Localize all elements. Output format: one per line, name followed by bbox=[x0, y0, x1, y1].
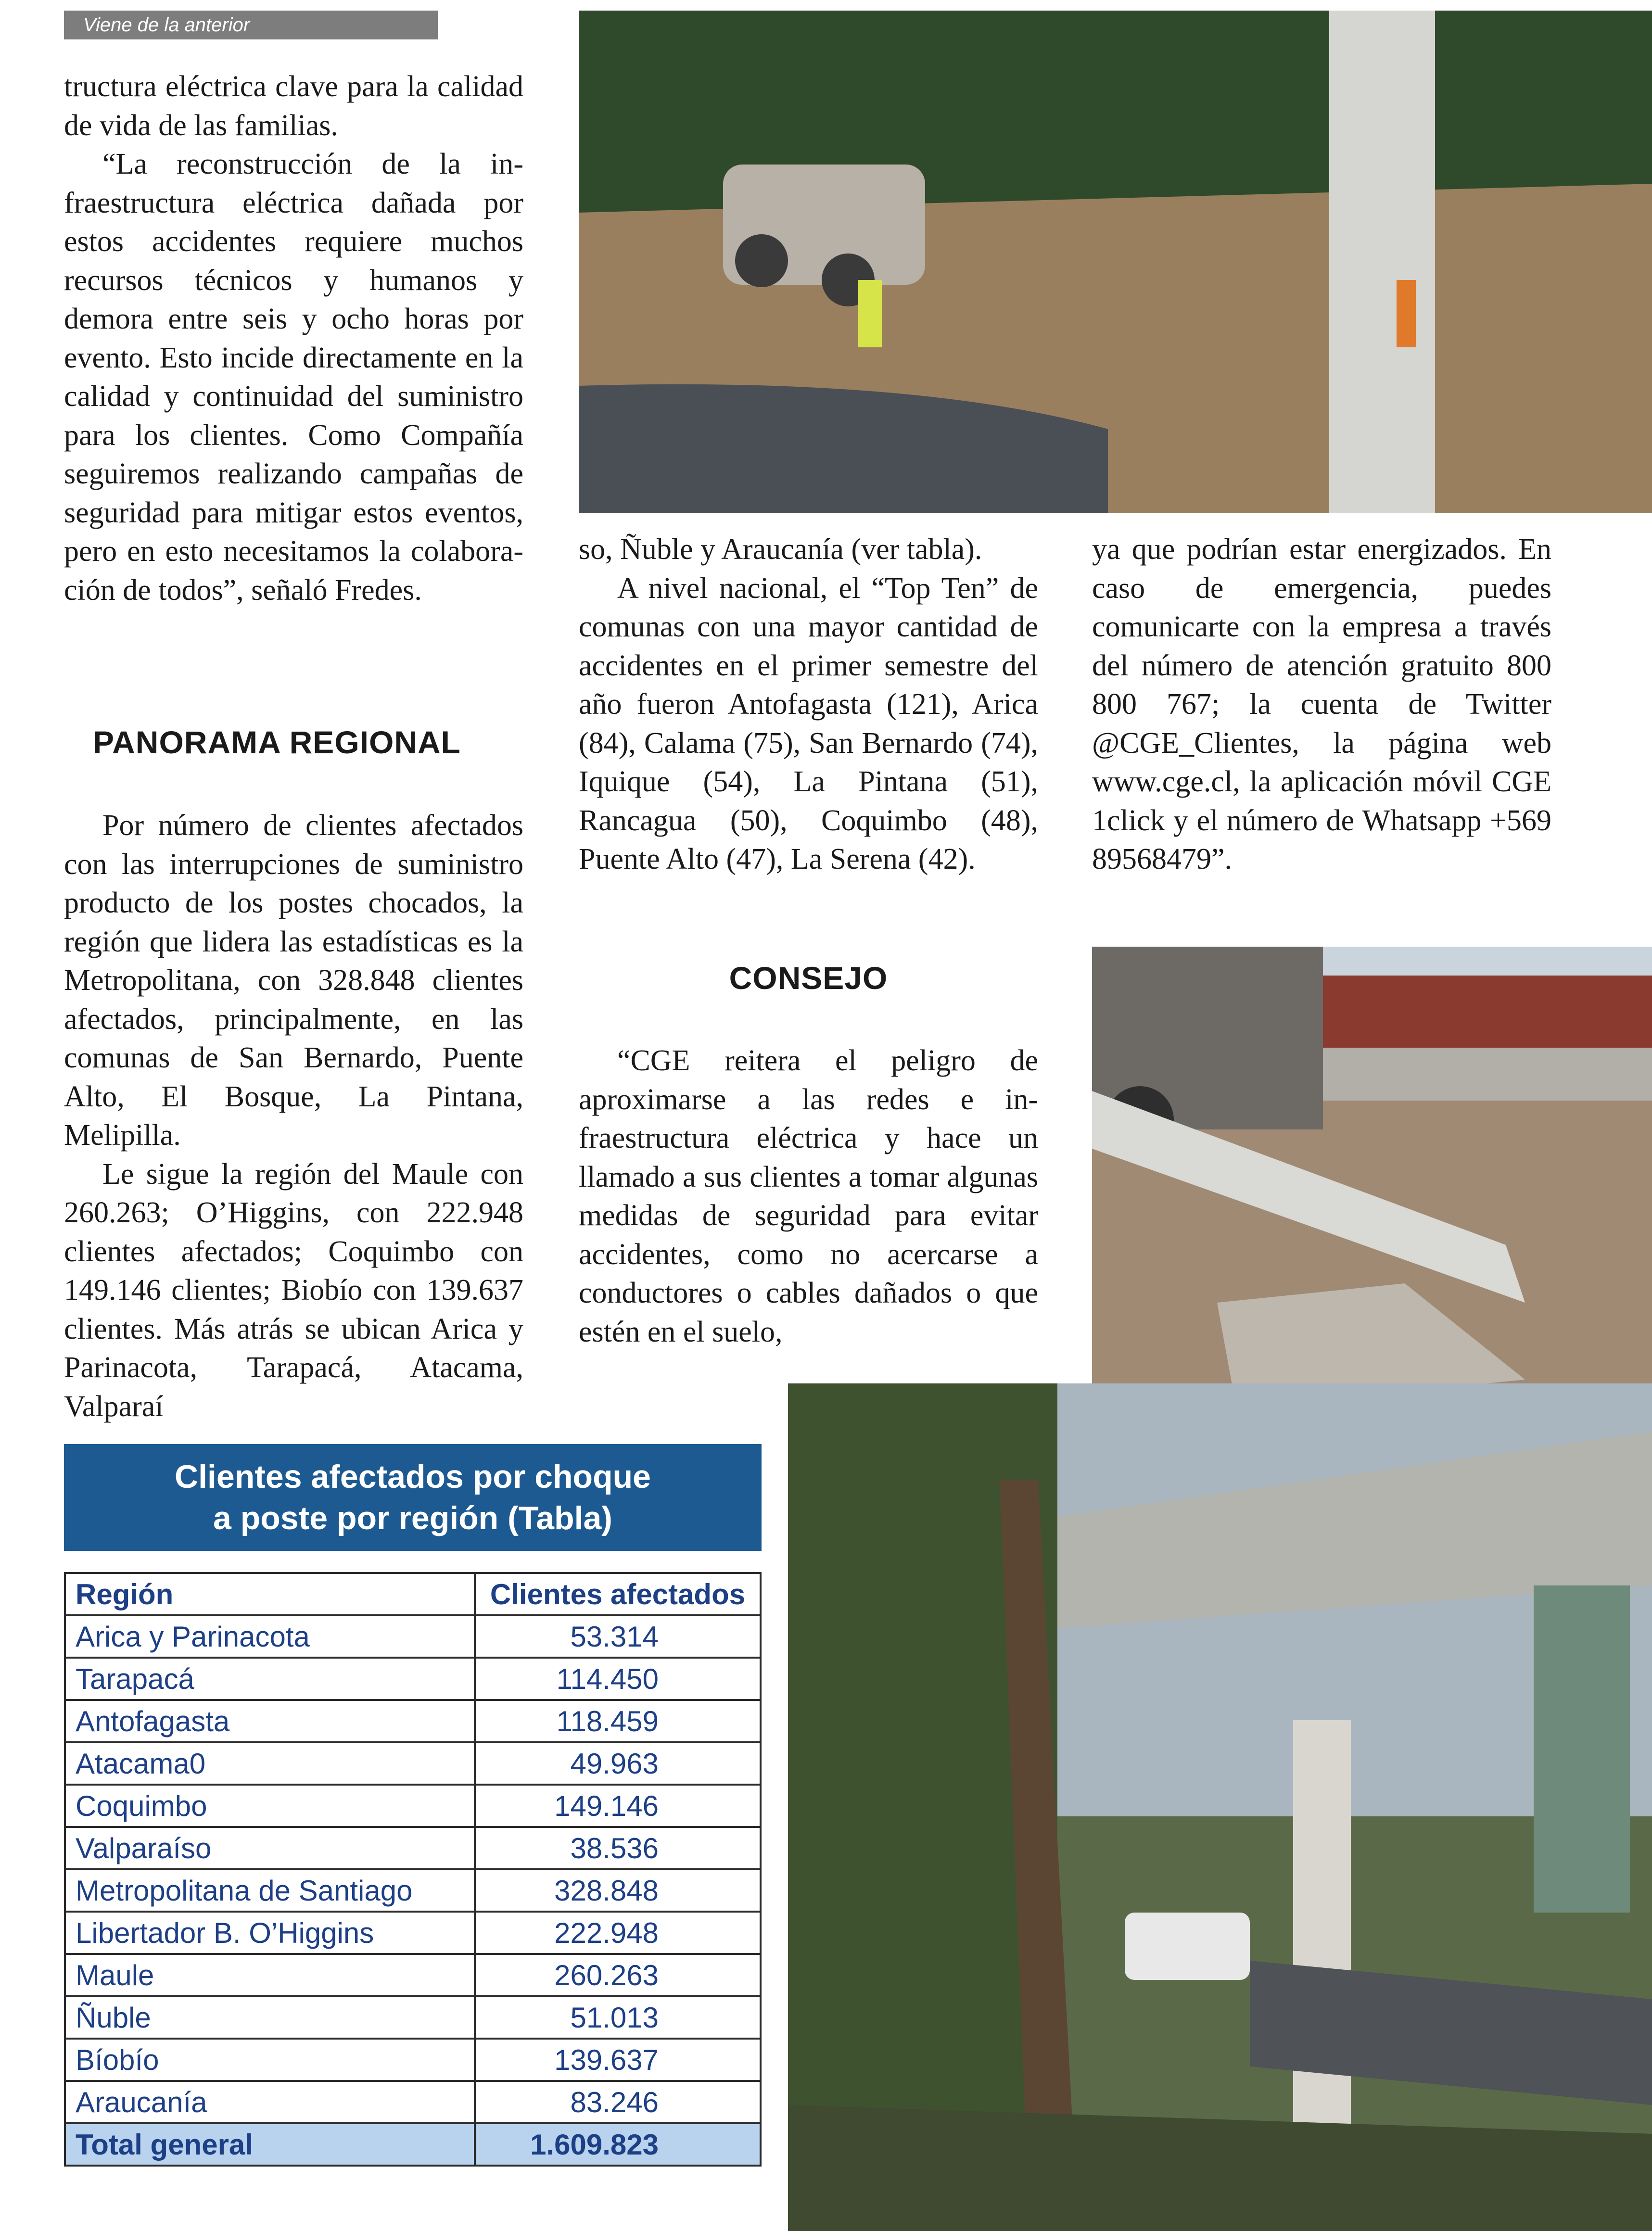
continued-kicker bbox=[64, 11, 438, 39]
table-row bbox=[65, 1954, 761, 1996]
clients-cell: 149.146 bbox=[475, 1785, 761, 1827]
table-row bbox=[65, 1658, 761, 1700]
table-title-banner bbox=[64, 1444, 762, 1551]
paragraph: “La reconstrucción de la infraestructura eléctrica dañada por estos accidentes requiere muchos recursos técnicos y humanos y demora entre seis y ocho horas por evento. Esto incide directamente en la calidad y continuidad del suministro para los clientes. Como Compañía seguiremos realizando campañas de seguridad para mitigar estos eventos, pero en esto necesitamos la colaboración de todos”, señaló Fredes. bbox=[64, 148, 523, 607]
clients-cell: 49.963 bbox=[475, 1742, 761, 1785]
table-total-row bbox=[65, 2123, 761, 2166]
region-cell: Maule bbox=[65, 1954, 475, 1996]
total-value: 1.609.823 bbox=[475, 2123, 761, 2166]
column-1-bottom bbox=[64, 806, 523, 1426]
clients-cell: 118.459 bbox=[475, 1700, 761, 1742]
clients-cell: 222.948 bbox=[475, 1912, 761, 1954]
heading-consejo: CONSEJO bbox=[729, 960, 888, 996]
regions-table bbox=[64, 1572, 762, 2167]
table-header-row bbox=[65, 1573, 761, 1615]
column-1-top bbox=[64, 67, 523, 609]
table-row bbox=[65, 2039, 761, 2081]
region-cell: Coquimbo bbox=[65, 1785, 475, 1827]
table-row bbox=[65, 2081, 761, 2123]
table-row bbox=[65, 1912, 761, 1954]
paragraph: A nivel nacional, el “Top Ten” de comunas con una mayor cantidad de accidentes en el primer semestre del año fueron Antofagasta (121), Arica (84), Calama (75), San Bernardo (74), Iquique (54), La Pintana (51), Rancagua (50), Coquimbo (48), Puente Alto (47), La Serena (42). bbox=[579, 571, 1038, 875]
clients-cell: 53.314 bbox=[475, 1615, 761, 1658]
region-cell: Arica y Parinacota bbox=[65, 1615, 475, 1658]
column-2-top bbox=[579, 530, 1038, 879]
region-cell: Bíobío bbox=[65, 2039, 475, 2081]
column-header-clients: Clientes afectados bbox=[475, 1573, 761, 1615]
kicker-text: Viene de la anterior bbox=[83, 14, 250, 36]
table-row bbox=[65, 1785, 761, 1827]
table-row bbox=[65, 1996, 761, 2039]
table-row bbox=[65, 1869, 761, 1912]
paragraph: Le sigue la región del Maule con 260.263; O’Higgins, con 222.948 clientes afectados; Coquimbo con 149.146 clientes; Biobío con 139.637 clientes. Más atrás se ubican Arica y Parinacota, Tarapacá, Atacama, Valparaí bbox=[64, 1157, 523, 1423]
table-row bbox=[65, 1700, 761, 1742]
region-cell: Araucanía bbox=[65, 2081, 475, 2123]
region-cell: Atacama0 bbox=[65, 1742, 475, 1785]
table-row bbox=[65, 1827, 761, 1869]
region-cell: Libertador B. O’Higgins bbox=[65, 1912, 475, 1954]
column-header-region: Región bbox=[65, 1573, 475, 1615]
region-cell: Antofagasta bbox=[65, 1700, 475, 1742]
clients-cell: 114.450 bbox=[475, 1658, 761, 1700]
photo-pole-overpass bbox=[788, 1383, 1652, 2231]
region-cell: Ñuble bbox=[65, 1996, 475, 2039]
table-row bbox=[65, 1742, 761, 1785]
clients-cell: 139.637 bbox=[475, 2039, 761, 2081]
table-title-line1: Clientes afectados por choque bbox=[175, 1458, 651, 1495]
column-3-top bbox=[1092, 530, 1551, 879]
clients-cell: 260.263 bbox=[475, 1954, 761, 1996]
table-title-line2: a poste por región (Tabla) bbox=[213, 1500, 612, 1536]
paragraph: ya que podrían estar energizados. En caso de emergencia, puedes comunicarte con la empresa a través del número de atención gratuito 800 800 767; la cuenta de Twitter @CGE_Clientes, la página web www.cge.cl, la aplicación móvil CGE 1click y el número de Whatsapp +569 89568479”. bbox=[1092, 533, 1551, 875]
paragraph: Por número de clientes afectados con las interrupciones de suministro producto de los postes chocados, la región que lidera las estadísticas es la Metropolitana, con 328.848 clientes afectados, principalmente, en las comunas de San Bernardo, Puente Alto, El Bosque, La Pintana, Melipilla. bbox=[64, 809, 523, 1152]
paragraph: “CGE reitera el peligro de aproximarse a las redes e infraestructura eléctrica y hace un llamado a sus clientes a tomar algunas medidas de seguridad para evitar accidentes, como no acercarse a conductores o cables dañados o que estén en el suelo, bbox=[579, 1044, 1038, 1348]
clients-cell: 38.536 bbox=[475, 1827, 761, 1869]
paragraph: tructura eléctrica clave para la calidad de vida de las familias. bbox=[64, 70, 523, 142]
clients-cell: 328.848 bbox=[475, 1869, 761, 1912]
region-cell: Tarapacá bbox=[65, 1658, 475, 1700]
region-cell: Metropolitana de Santiago bbox=[65, 1869, 475, 1912]
clients-cell: 51.013 bbox=[475, 1996, 761, 2039]
heading-panorama-regional: PANORAMA REGIONAL bbox=[93, 724, 461, 760]
paragraph: so, Ñuble y Araucanía (ver tabla). bbox=[579, 533, 982, 566]
total-label: Total general bbox=[65, 2123, 475, 2166]
photo-overturned-truck bbox=[579, 11, 1652, 513]
region-cell: Valparaíso bbox=[65, 1827, 475, 1869]
column-2-bottom bbox=[579, 1041, 1038, 1351]
clients-cell: 83.246 bbox=[475, 2081, 761, 2123]
table-row bbox=[65, 1615, 761, 1658]
